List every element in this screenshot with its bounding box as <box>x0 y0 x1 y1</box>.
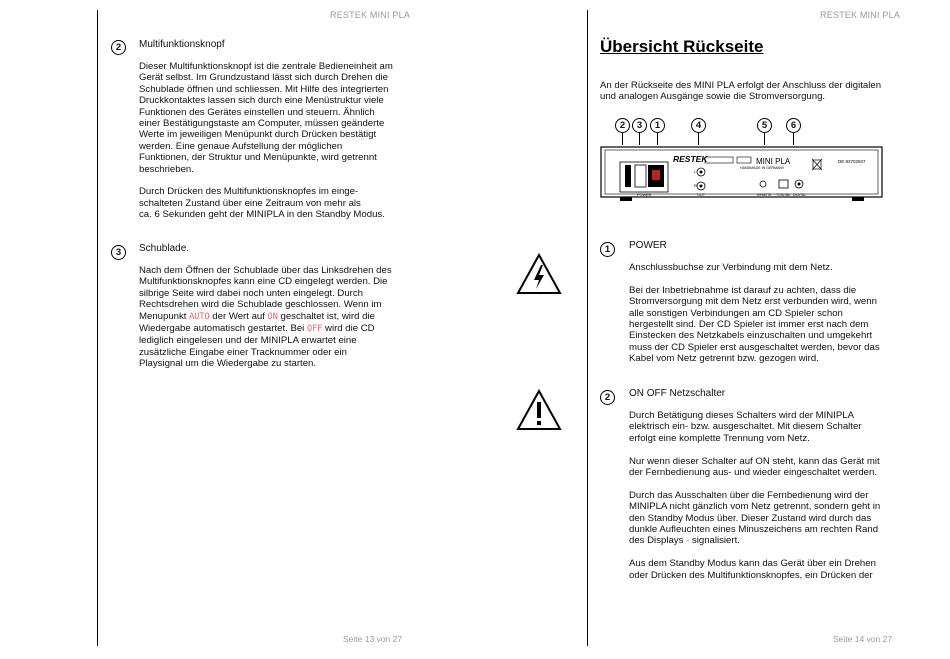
callout-4: 4 <box>691 118 706 133</box>
paragraph <box>629 490 929 547</box>
section-heading-multifunktionsknopf: Multifunktionsknopf <box>139 39 225 50</box>
right-channel-label: R <box>694 184 697 188</box>
text-line: zusätzliche Eingabe einer Tracknummer oder ein <box>139 346 347 358</box>
toslink-label: TOSLINK <box>776 193 791 197</box>
right-page-footer: Seite 14 von 27 <box>833 634 893 644</box>
text-line <box>139 311 429 323</box>
paragraph: Bei der Inbetriebnahme ist darauf zu achten, dass die Stromversorgung mit dem Netz erst verbunden wird, wenn alle sonstigen Verbindungen am CD Spieler schon hergestellt sind. Der CD Spieler ist immer erst nach dem Einstecken des Netzkabels einzuschalten und umgekehrt muss der CD Spieler erst ausgeschaltet werden, bevor das Kabel vom Netz getrennt bzw. gezogen wird. <box>629 284 880 365</box>
text-line: Playsignal um die Wiedergabe zu starten. <box>139 358 317 370</box>
device-model: MINI PLA <box>756 157 791 166</box>
callout-leader <box>622 133 623 145</box>
electric-hazard-icon <box>516 253 562 295</box>
paragraph: Nur wenn dieser Schalter auf ON steht, kann das Gerät mit der Fernbedienung aus- und wieder eingeschaltet werden. <box>629 455 880 479</box>
device-brand: RESTEK <box>673 154 708 164</box>
text-line: Rechtsdrehen wird die Schublade geschlossen. Wenn im <box>139 299 382 311</box>
section-2-body <box>629 410 929 581</box>
paragraph: Durch Betätigung dieses Schalters wird der MINIPLA elektrisch ein- bzw. ausgeschaltet. Mit diesem Schalter erfolgt eine komplette Trennung vom Netz. <box>629 410 862 444</box>
text-fragment: Menupunkt <box>139 310 190 322</box>
paragraph: Dieser Multifunktionsknopf ist die zentrale Bedieneinheit am Gerät selbst. Im Grundzustand lässt sich durch Drehen die Schublade öffnen und schliessen. Mit Hilfe des integrierten Druckkontaktes lassen sich durch eine Menüstruktur viele Funktionen des Gerätes einstellen und steuern. Ähnlich einer Bestätigungstaste am Computer, müssen geänderte Werte im jeweiligen Menüpunkt durch Drücken bestätigt werden. Eine genaue Aufstellung der möglichen Funktionen, der Struktur und Menüpunkte, wird getrennt beschrieben. <box>139 61 393 175</box>
section-2-body <box>139 61 419 221</box>
device-serial: DE 83702507 <box>838 159 866 164</box>
device-origin: HANDMADE IN GERMANY <box>740 166 785 170</box>
callout-leader <box>764 133 765 145</box>
device-rear-panel <box>600 145 884 205</box>
menu-value-on: ON <box>267 311 278 322</box>
callout-2: 2 <box>615 118 630 133</box>
section-number-2: 2 <box>111 40 126 55</box>
remote-label: REMOTE <box>757 193 772 197</box>
warning-exclamation-icon <box>516 389 562 431</box>
text-line: Multifunktionsknopfes kann eine CD eingelegt werden. Die <box>139 276 388 288</box>
paragraph: Aus dem Standby Modus kann das Gerät über ein Drehen oder Drücken des Multifunktionsknopfes, ein Drücken der <box>629 558 876 581</box>
paragraph: Anschlussbuchse zur Verbindung mit dem Netz. <box>629 262 833 273</box>
callout-6: 6 <box>786 118 801 133</box>
left-page-footer: Seite 13 von 27 <box>343 634 403 644</box>
callout-leader <box>793 133 794 145</box>
standby-minus-indicator: - <box>686 535 690 547</box>
right-page-header: RESTEK MINI PLA <box>820 10 901 20</box>
section-heading-power: POWER <box>629 240 667 251</box>
intro-text <box>600 80 910 103</box>
page-title: Übersicht Rückseite <box>600 37 764 56</box>
callout-leader <box>657 133 658 145</box>
section-number-1: 1 <box>600 242 615 257</box>
menu-value-auto: AUTO <box>189 311 210 322</box>
callout-leader <box>698 133 699 145</box>
text-fragment: Durch das Ausschalten über die Fernbedienung wird der MINIPLA nicht gänzlich vom Netz getrennt, sondern geht in den Standby Modus über. Dieser Zustand wird durch das dunkle Aufleuchten eines Minuszeichens am rechten Rand des Displays <box>629 489 881 547</box>
callout-5: 5 <box>757 118 772 133</box>
power-label: POWER <box>637 193 652 197</box>
paragraph: Durch Drücken des Multifunktionsknopfes im einge- schalteten Zustand über eine Zeitraum von mehr als ca. 6 Sekunden geht der MINIPLA in den Standby Modus. <box>139 186 385 221</box>
text-fragment: Wiedergabe automatisch gestartet. Bei <box>139 323 307 335</box>
section-heading-on-off: ON OFF Netzschalter <box>629 388 726 399</box>
text-line: silbrige Seite wird dabei noch unten eingelegt. Durch <box>139 287 363 299</box>
text-fragment: geschaltet ist, wird die <box>277 310 375 322</box>
section-heading-schublade: Schublade. <box>139 243 190 254</box>
menu-value-off: OFF <box>306 324 323 335</box>
text-fragment: signalisiert. <box>689 535 740 547</box>
callout-1: 1 <box>650 118 665 133</box>
left-page-header: RESTEK MINI PLA <box>330 10 411 20</box>
section-3-body <box>139 265 429 370</box>
paragraph: An der Rückseite des MINI PLA erfolgt der Anschluss der digitalen und analogen Ausgänge sowie die Stromversorgung. <box>600 80 882 103</box>
callout-3: 3 <box>632 118 647 133</box>
text-fragment: der Wert auf <box>209 310 268 322</box>
left-channel-label: L <box>694 170 697 174</box>
text-line <box>139 323 429 335</box>
digital-label: DIGITAL <box>793 193 806 197</box>
text-line: Nach dem Öffnen der Schublade über das Linksdrehen des <box>139 265 392 276</box>
out-label: OUT <box>697 193 706 197</box>
section-number-2: 2 <box>600 390 615 405</box>
left-page-margin-rule <box>97 10 98 646</box>
right-page-margin-rule <box>587 10 588 646</box>
text-fragment: wird die CD <box>322 323 375 335</box>
text-line: lediglich eingelesen und der MINIPLA erwartet eine <box>139 335 357 347</box>
section-1-body <box>629 262 919 365</box>
section-number-3: 3 <box>111 245 126 260</box>
callout-leader <box>639 133 640 145</box>
